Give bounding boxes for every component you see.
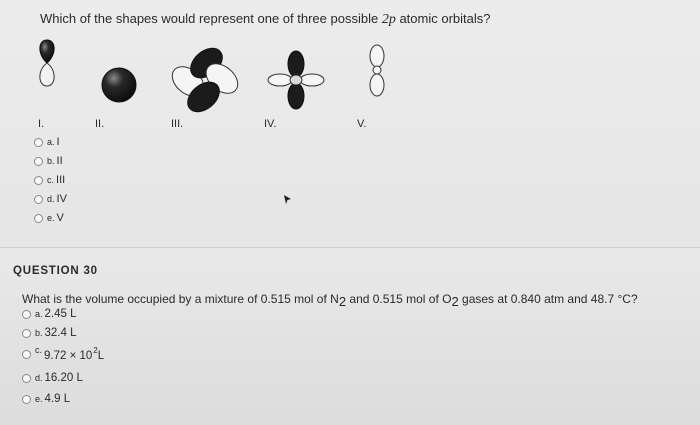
question-30-prompt: What is the volume occupied by a mixture of 0.515 mol of N2 and 0.515 mol of O2 gases at 0.840 atm and 48.7 °C? — [22, 292, 638, 309]
shape-2-sphere-icon — [102, 68, 136, 102]
radio-icon[interactable] — [22, 395, 31, 404]
radio-icon[interactable] — [22, 329, 31, 338]
q2-option-c[interactable]: c. 9.72 × 10 2 L — [22, 348, 104, 360]
q2-option-a[interactable]: a. 2.45 L — [22, 308, 77, 320]
shape-label-2: II. — [95, 118, 105, 130]
shape-3-cloverleaf-icon — [167, 42, 244, 117]
radio-icon[interactable] — [34, 214, 43, 223]
q1-option-c[interactable]: c. III — [34, 174, 65, 186]
radio-icon[interactable] — [22, 374, 31, 383]
shape-5-figure-eight-icon — [370, 45, 384, 96]
shape-label-5: V. — [357, 118, 367, 130]
q2-option-d[interactable]: d. 16.20 L — [22, 372, 83, 384]
shape-label-4: IV. — [264, 118, 277, 130]
radio-icon[interactable] — [34, 195, 43, 204]
radio-icon[interactable] — [34, 138, 43, 147]
q1-option-d[interactable]: d. IV — [34, 193, 67, 205]
shape-1-orbital-icon — [40, 40, 54, 86]
radio-icon[interactable] — [22, 310, 31, 319]
q1-option-a[interactable]: a. I — [34, 136, 60, 148]
radio-icon[interactable] — [34, 157, 43, 166]
q2-option-e[interactable]: e. 4.9 L — [22, 393, 70, 405]
question-2-panel — [0, 248, 700, 425]
radio-icon[interactable] — [22, 350, 31, 359]
question-1-prompt: Which of the shapes would represent one of three possible 2p atomic orbitals? — [40, 11, 491, 27]
orbital-shapes — [0, 30, 700, 120]
question-30-title: QUESTION 30 — [13, 265, 98, 277]
q2-option-b[interactable]: b. 32.4 L — [22, 327, 77, 339]
mouse-cursor-icon — [283, 194, 293, 206]
shape-4-cloverleaf-ring-icon — [268, 51, 324, 109]
shape-label-3: III. — [171, 118, 184, 130]
q1-option-e[interactable]: e. V — [34, 212, 64, 224]
q1-option-b[interactable]: b. II — [34, 155, 63, 167]
shape-label-1: I. — [38, 118, 45, 130]
radio-icon[interactable] — [34, 176, 43, 185]
